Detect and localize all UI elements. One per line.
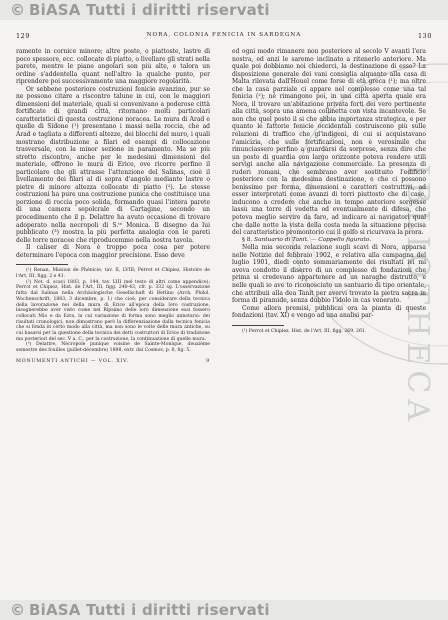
footnote-rule xyxy=(16,264,68,265)
right-column xyxy=(232,48,426,334)
signature-mark: 9 xyxy=(206,358,210,364)
copyright-text: BiASA Tutti i diritti riservati xyxy=(29,601,270,619)
page-number-right: 130 xyxy=(417,32,432,40)
footnote-rule xyxy=(232,325,284,326)
page-number-left: 129 xyxy=(16,32,30,40)
section-title: Santuario di Tanit. — Cappello figurato. xyxy=(254,236,372,243)
copyright-symbol: © xyxy=(10,1,25,19)
copyright-text: BiASA Tutti i diritti riservati xyxy=(29,1,270,19)
page-footer xyxy=(16,358,210,366)
scanned-page xyxy=(0,24,448,598)
left-column xyxy=(16,48,210,365)
section-number: § 8. xyxy=(242,236,253,243)
section-heading xyxy=(232,237,426,245)
paragraph: Or sebbene posteriore costruzioni fenicie avanzino, pur se ne possono citare a riscontro talune in cui, con le maggiori dimensioni del materiale, quali si convenivano a poderose città fortificate di grandi città, ritornano molti particolari caratteristici di questa costruzione noracea. Le mura di Arad e quelle di Sidone (¹) presentano i massi nella roccia, che ad Arad e tagliata a differenti altezze, dei blocchi del muro, i quali mostrano distribuzione a filari ed esempi di collocazione trasversale, con la minor sezione in paramento. Ma se più stretto riscontro, anche per le medesimi dimensioni del materiale, offrono le mura di Erice, ove ricorre perfino il particolare che gli attrasse l'attenzione del Salinas, cioè il livellamento dei filari al di sopra d'angolo mediante lastre o pietre di minore altezza collocate di piatto (²). Le stesse costruzioni ha pure una costruzione punica che costituisce una porzione di roccia poco solida, formando quasi l'intera parete di una camera sepolcrale di Cartagine, secondo un procedimento che il p. Delattre ha avuto occasione di trovare adoperato nella necropoli di S.ᵗᵉ Monica. Il disegno da lui pubblicato (³) mostra la più perfetta analogia con le pareti delle torre noracee che riproducemmo nella nostra tavola. xyxy=(16,85,210,244)
paragraph: Nella mia seconda relazione sugli scavi di Nora, apparsa nelle Notizie del febbraio 1902, e relativa alla campagna del luglio 1901, diedi conto sommariamente dei risultati ivi mi aveva condotto il diserro di un complesso di fondazioni che prima si credevano appartenere ad un naraghe distrutto, e nelle quali io ave to riconosciuto un santuario di tipo orientale, che attribuii alla dea Tanit per avervi trovato la pietra sacra in forma di piramide, senza dubbio l'idolo in cas venerato. xyxy=(232,244,426,305)
copyright-banner-bottom xyxy=(0,600,448,620)
paragraph: Il caliser di Nora è troppo poca cosa per potere determinare l'epoca con maggior precisione. Esso deve xyxy=(16,244,210,259)
paragraph: ramente in cornice minore; altre poste, o piattoste, lastre di poco spessore, ecc. collocate di piatto, o livellare gli strati nella parete, mentre le piane angolari son più alte, e talora un ordine s'addentella quant nell'altro la qualche punto, per riprendere poi successivamente una maggiore regolarità. xyxy=(16,48,211,86)
footnote: (³) Delattre, Nécropole punique voisine de Sainte-Monique, deuxième semestre des fouilles (juillet-décembre) 1898, extr. dal Cosmos, p. 8, fig. 5. xyxy=(16,342,210,354)
paragraph: ed ogni modo rimanere non posteriore al secolo V avanti l'era nostra, ed anzi le saremo inclinato a ritenerlo anteriore. Ma quale poi dobbiamo noi chiederci, la destinazione di esso? La disposizione generale dei vani consiglia alquanto alla casa di Malta rilevata dall'Houel come forse di età greca (¹); ma oltre che la casa parziale ci appare nel complesso come una tal fenicia (²); né rimangono poi, in una città aperta quale era Nora, il trovare un'abitazione privata forti dei vero pertinente alla città, sopra una amena collinetta con vista incantevole. Se non che quel posto il si che abbia importanza strategica, e per quanto le fattorie fenicie occidentali costruiscono più sulle relazioni di traffico che gl'indigeni, di cui si acquistavano l'amicizia, che sulle fortificazioni, non è verosimile che rinunciassero perfino a guardarsi da sorprese, senza dire che un posto di guardia con largo orizzonte poteva rendere utili servigi anche alla navigazione commerciale. La presenza di ruderi romani, che sembrano aver sostituito l'edificio posteriore con la medesima destinazione, e che ci possono benissimo per forma, dimensioni e caratteri costruttivi, ad esser interpretati come avanzi di torri piuttosto che di case, inducono a credere che anche in tempo anteriore sorgesse lassù una torre di vedetta od eventualmente di difesa, che poteva meglio servire da faro, ad indicare ai navigatori qual che dalle notte la vista della costa meda la situazione precisa del caratteristico promontorio cui il golfo si ricurvava la prora. xyxy=(232,48,426,237)
footnote: (¹) Perrot et Chipiez, Hist. de l'Art, III, figg. 269, 261. xyxy=(242,328,367,334)
svg-text:IBLIOTHECA: IBLIOTHECA xyxy=(400,164,435,427)
footnote: (²) Not. d. scavi 1883, p. 144, tav. LIII (nel testo di altri come appendice); Perrot et Chipiez, Hist. de l'Art, III, figg. 240-43, cfr. p. 332 sg. L'osservazione fatta dal Salinas nella Archäologische Gesellschaft di Berlino (Arch. Philol. Wochenschrift, 1883, 3 dicembre, p. 1) che cioè, per considerare della tecnica della lavorazione nei della mura di Erice all'epoca della loro costruzione, bisognerebbe aver visto come nel Ripsimo delle loro dimensione essi fossero collocati Mio e da Ezra, la cui variazione di forma sono meglio annotarsi: dei risultati cronologici, non dimostrano però la differenziazione dalla tecnica fenicia che si fonda in certo modo alla città, ma non sono le volte delle mura antiche, su cui basarsi per la questione della tecnica dei detti costruttori di Erice di tradizione ma posteriori del sec. V a. C., per la costruzione, la continuazione di quelle mura. xyxy=(16,279,210,342)
copyright-symbol: © xyxy=(10,601,25,619)
copyright-banner-top xyxy=(0,0,448,20)
running-head xyxy=(16,32,432,40)
paragraph: Come allora premisi, pubblicai ora la pianta di queste fondazioni (tav. XI) e vengo ad una analisi par- xyxy=(232,304,426,320)
footnote: (¹) Renan, Mission de Phénicie, tav. II, LVIII; Perrot et Chipiez, Histoire de l'Art, III, figg. 2 e 41. xyxy=(16,268,210,280)
running-title: NORA, COLONIA FENICIA IN SARDEGNA xyxy=(146,32,302,38)
footer-publication: MONUMENTI ANTICHI — VOL. XIV. xyxy=(16,358,129,364)
